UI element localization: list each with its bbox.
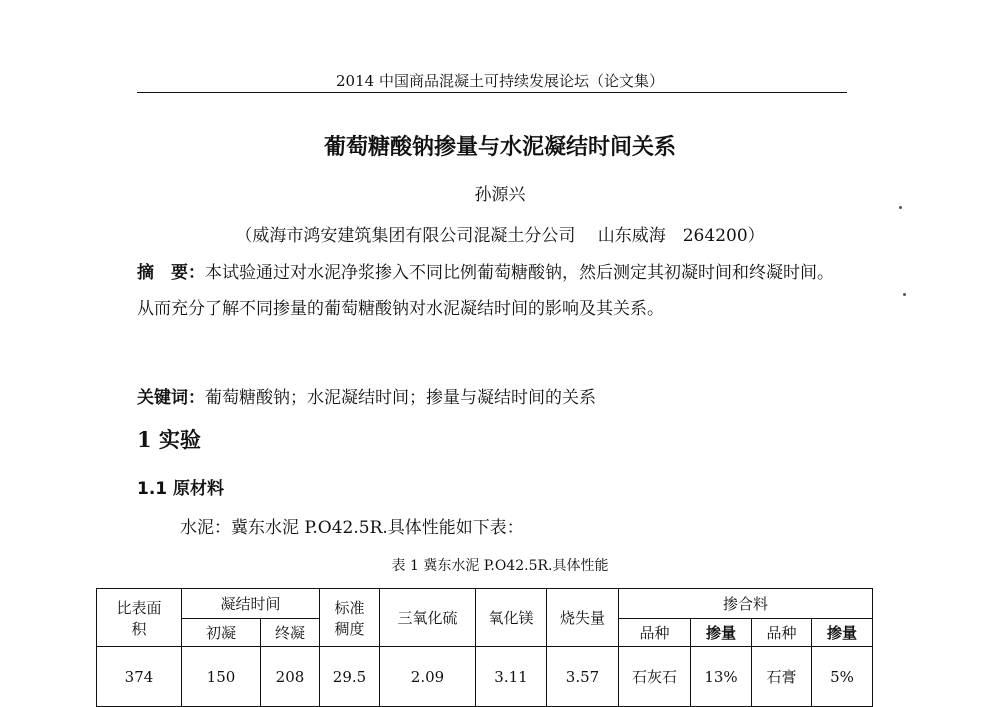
section-heading-1-1: 1.1 原材料: [137, 479, 225, 499]
cell-kind-2: 石膏: [752, 647, 812, 707]
cell-dosage-2: 5%: [812, 647, 873, 707]
cell-so3: 2.09: [380, 647, 476, 707]
table-caption: 表 1 冀东水泥 P.O42.5R.具体性能: [391, 558, 609, 574]
header-dosage-2: 掺量: [812, 619, 873, 647]
header-specific-surface: [97, 589, 182, 647]
keywords: [137, 380, 847, 416]
header-loss-on-ignition: 烧失量: [547, 589, 619, 647]
cell-initial-set: 150: [182, 647, 261, 707]
header-setting-time: 凝结时间: [182, 589, 320, 619]
header-so3: 三氧化硫: [380, 589, 476, 647]
abstract: [137, 255, 847, 327]
header-admixture: 掺合料: [619, 589, 873, 619]
keywords-text: 葡萄糖酸钠；水泥凝结时间；掺量与凝结时间的关系: [205, 388, 596, 408]
paper-title: 葡萄糖酸钠掺量与水泥凝结时间关系: [323, 135, 676, 160]
scan-speck: [899, 206, 902, 209]
cell-final-set: 208: [261, 647, 320, 707]
abstract-label: 摘 要：: [137, 263, 205, 283]
header-standard-consistency: [320, 589, 380, 647]
header-specific-surface-line1: 比表面: [116, 598, 162, 617]
abstract-text: 本试验通过对水泥净浆掺入不同比例葡萄糖酸钠，然后测定其初凝时间和终凝时间。从而充分了解不同掺量的葡萄糖酸钠对水泥凝结时间的影响及其关系。: [137, 263, 834, 319]
author: 孙源兴: [474, 185, 526, 205]
header-rule: [137, 92, 847, 93]
cell-loss-on-ignition: 3.57: [547, 647, 619, 707]
scan-speck: [903, 293, 906, 296]
header-mgo: 氧化镁: [476, 589, 547, 647]
cement-properties-table: [96, 588, 873, 707]
cement-description: 水泥：冀东水泥 P.O42.5R.具体性能如下表：: [180, 518, 524, 538]
section-heading-1: 1 实验: [137, 427, 201, 452]
header-kind-2: 品种: [752, 619, 812, 647]
cell-standard-consistency: 29.5: [320, 647, 380, 707]
header-final-set: 终凝: [261, 619, 320, 647]
header-kind-1: 品种: [619, 619, 691, 647]
cell-dosage-1: 13%: [691, 647, 752, 707]
header-standard-consistency-line2: 稠度: [334, 619, 365, 638]
header-standard-consistency-line1: 标准: [334, 598, 365, 617]
header-dosage-1: 掺量: [691, 619, 752, 647]
running-header: 2014 中国商品混凝土可持续发展论坛（论文集）: [336, 72, 664, 90]
affiliation: （威海市鸿安建筑集团有限公司混凝土分公司 山东威海 264200）: [235, 226, 765, 246]
cell-specific-surface: 374: [97, 647, 182, 707]
keywords-label: 关键词：: [137, 388, 205, 408]
header-specific-surface-line2: 积: [131, 619, 147, 638]
cell-kind-1: 石灰石: [619, 647, 691, 707]
cell-mgo: 3.11: [476, 647, 547, 707]
header-initial-set: 初凝: [182, 619, 261, 647]
